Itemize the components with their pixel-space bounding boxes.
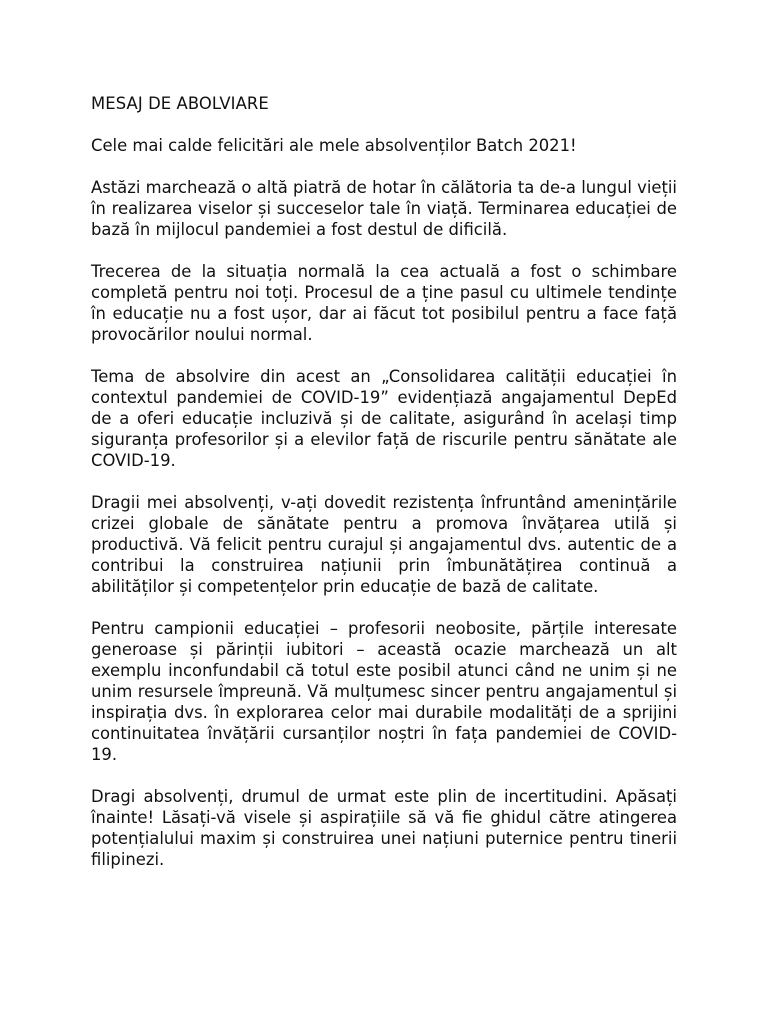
paragraph-graduates-resilience: Dragii mei absolvenți, v-ați dovedit rezistența înfruntând amenințările crizei globale de sănătate pentru a promova învățarea utilă și productivă. Vă felicit pentru curajul și angajamentul dvs. autentic de a contribui la construirea națiunii prin îmbunătățirea continuă a abilităților și competențelor prin educație de bază de calitate. [91,493,677,596]
paragraph-transition: Trecerea de la situația normală la cea actuală a fost o schimbare completă pentru noi toți. Procesul de a ține pasul cu ultimele tendințe în educație nu a fost ușor, dar ai făcut tot posibilul pentru a face față provocărilor noului normal. [91,262,677,344]
document-page [91,93,677,891]
document-title: MESAJ DE ABOLVIARE [91,94,269,113]
paragraph-greeting: Cele mai calde felicitări ale mele absolvenților Batch 2021! [91,136,577,155]
paragraph-closing: Dragi absolvenți, drumul de urmat este plin de incertitudini. Apăsați înainte! Lăsați-vă visele și aspirațiile să vă fie ghidul către atingerea potențialului maxim și construirea unei națiuni puternice pentru tinerii filipinezi. [91,787,677,869]
paragraph-theme: Tema de absolvire din acest an „Consolidarea calității educației în contextul pandemiei de COVID-19” evidențiază angajamentul DepEd de a oferi educație incluzivă și de calitate, asigurând în același timp siguranța profesorilor și a elevilor față de riscurile pentru sănătate ale COVID-19. [91,367,677,470]
paragraph-champions: Pentru campionii educației – profesorii neobosite, părțile interesate generoase și părinții iubitori – această ocazie marchează un alt exemplu inconfundabil că totul este posibil atunci când ne unim și ne unim resursele împreună. Vă mulțumesc sincer pentru angajamentul și inspirația dvs. în explorarea celor mai durabile modalități de a sprijini continuitatea învățării cursanților noștri în fața pandemiei de COVID-19. [91,619,677,764]
paragraph-milestone: Astăzi marchează o altă piatră de hotar în călătoria ta de-a lungul vieții în realizarea viselor și succeselor tale în viață. Terminarea educației de bază în mijlocul pandemiei a fost destul de dificilă. [91,178,677,239]
